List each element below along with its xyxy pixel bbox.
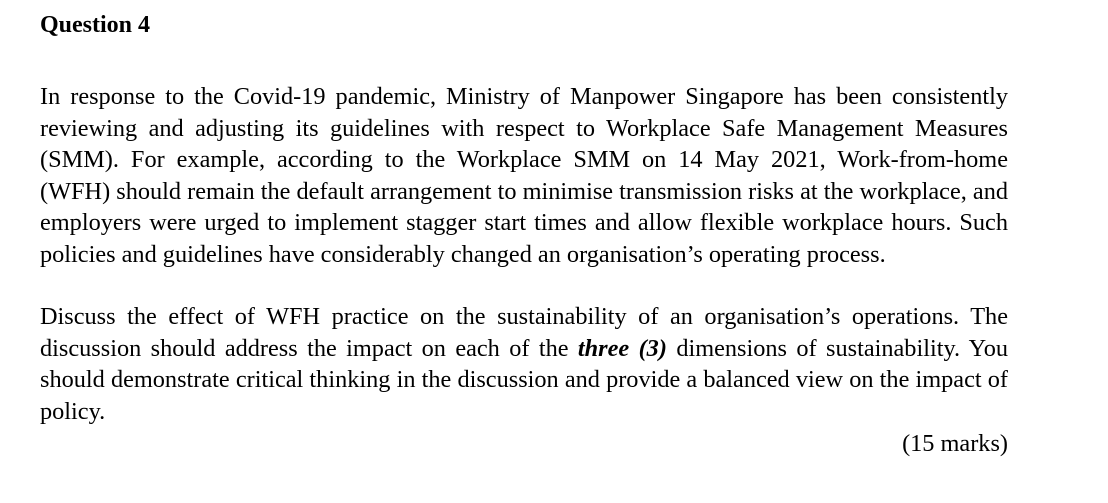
task-text-before: Discuss the effect of WFH practice on the sustainability of an organisation’s operations. The discussion should address the impact on each of the [40,303,1008,362]
task-paragraph [40,301,1008,427]
task-text-after: dimensions of sustainability. You should demonstrate critical thinking in the discussion and provide a balanced view on the impact of policy. [40,334,1008,425]
dimensions-emphasis: three (3) [577,334,667,362]
context-paragraph: In response to the Covid-19 pandemic, Ministry of Manpower Singapore has been consistently reviewing and adjusting its guidelines with respect to Workplace Safe Management Measures (SMM). For example, according to the Workplace SMM on 14 May 2021, Work-from-home (WFH) should remain the default arrangement to minimise transmission risks at the workplace, and employers were urged to implement stagger start times and allow flexible workplace hours. Such policies and guidelines have considerably changed an organisation’s operating process. [40,83,1008,268]
marks-label: (15 marks) [902,430,1008,457]
question-title: Question 4 [40,12,151,38]
question-document [40,10,1008,460]
